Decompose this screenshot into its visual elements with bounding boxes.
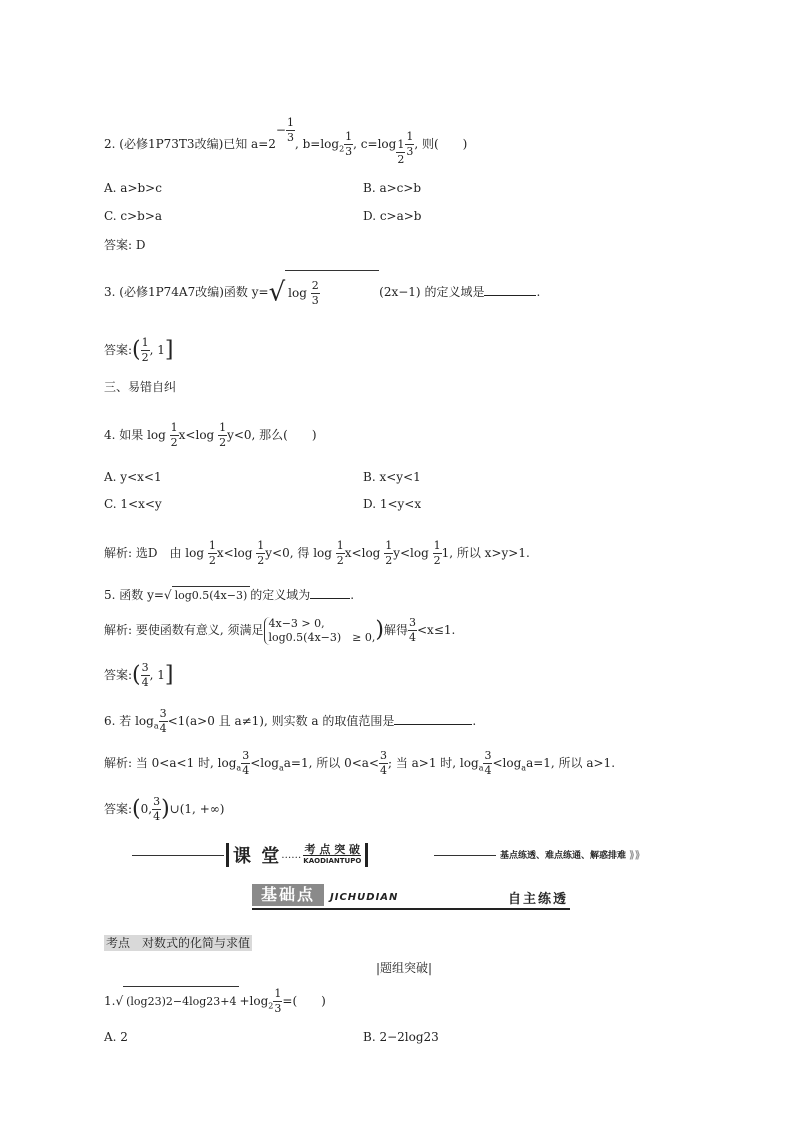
q2-stem: 2. (必修1P73T3改编)已知 a=2− $\frac{1}{3}$ , $b=\log_2$ $\frac{1}{3}$ , c=log $\frac{1}{2}$ $\frac{1}{3}$ , 则( ): [104, 116, 468, 167]
q5-stem: 5. 函数 y=√ log0.5(4x−3) 的定义域为 .: [104, 586, 354, 605]
jichu-right: 自主练透: [507, 892, 568, 907]
q4-option-a: A. y<x<1: [104, 470, 162, 484]
q1-stem: 1.√ $(\log 23)2-4\log 23+4 +\log_2$ $\frac{1}{3}$ =( ): [104, 987, 326, 1015]
q2-option-d: D. c>a>b: [363, 209, 422, 223]
q4-option-b: B. x<y<1: [363, 470, 421, 484]
q5-answer: 答案:( $\frac{3}{4}$ , 1]: [104, 661, 174, 689]
q4-stem: 4. 如果 log $\frac{1}{2}$ x<log $\frac{1}{2}$ y<0, 那么( ): [104, 421, 317, 449]
jichu-title: 基础点: [252, 884, 324, 906]
banner-left-rule: [132, 855, 224, 856]
q6-answer: 答案:(0, $\frac{3}{4}$ )∪(1, +∞): [104, 795, 225, 823]
q2-text: 2. (必修1P73T3改编)已知 a=2: [104, 137, 276, 151]
q4-option-d: D. 1<y<x: [363, 497, 422, 511]
q2-option-c: C. c>b>a: [104, 209, 163, 223]
banner-subtitle: 考 点 突 破: [304, 842, 361, 856]
banner-tagline: 基点练透、难点练通、解惑排难 ⟫⟫: [500, 850, 641, 861]
banner-box: 课 堂 …… 考 点 突 破 KAODIANTUPO: [226, 843, 368, 867]
banner-subtitle-en: KAODIANTUPO: [303, 856, 362, 865]
q2-answer: 答案: D: [104, 238, 146, 252]
q3-stem: 3. (必修1P74A7改编)函数 y=√ log $\frac{2}{3}$ (2x−1) 的定义域是 .: [104, 270, 540, 320]
q2-option-b: B. a>c>b: [363, 181, 422, 195]
jichu-en: JICHUDIAN: [330, 892, 399, 903]
q5-solution: 解析: 要使函数有意义, 须满足 4x−3 > 0, log0.5(4x−3) ≥ 0, )解得 $\frac{3}{4}$ <x≤1.: [104, 616, 456, 644]
q1-option-b: B. 2−2log23: [363, 1030, 439, 1044]
topic-label: 考点 对数式的化简与求值: [106, 936, 251, 950]
q1-option-a: A. 2: [104, 1030, 128, 1044]
banner-title: 课 堂: [233, 846, 282, 867]
jichu-header: [252, 884, 570, 910]
q6-stem: 6. 若 $\log_a$ $\frac{3}{4}$ <1(a>0 且 a≠1), 则实数 a 的取值范围是 .: [104, 707, 477, 735]
banner-right-rule: [434, 855, 496, 856]
q3-answer: 答案:( $\frac{1}{2}$ , 1]: [104, 336, 174, 364]
group-heading: |题组突破|: [376, 961, 433, 975]
q2-option-a: A. a>b>c: [104, 181, 162, 195]
q4-solution: 解析: 选D 由 log $\frac{1}{2}$ x<log $\frac{1}{2}$ y<0, 得 log $\frac{1}{2}$ x<log $\frac{1}{2}$ y<log $\frac{1}{2}$ 1, 所以 x>y>1.: [104, 539, 530, 567]
double-chevron-icon: ⟫⟫: [629, 850, 641, 861]
q4-option-c: C. 1<x<y: [104, 497, 162, 511]
section-heading: 三、易错自纠: [104, 380, 177, 394]
q6-solution: 解析: 当 0<a<1 时, $\log_a$ $\frac{3}{4}$ $<\log_aa=1$, 所以 0<a< $\frac{3}{4}$ ; 当 a>1 时, $\log_a$ $\frac{3}{4}$ $<\log_aa=1$, 所以 a>1.: [104, 749, 616, 777]
